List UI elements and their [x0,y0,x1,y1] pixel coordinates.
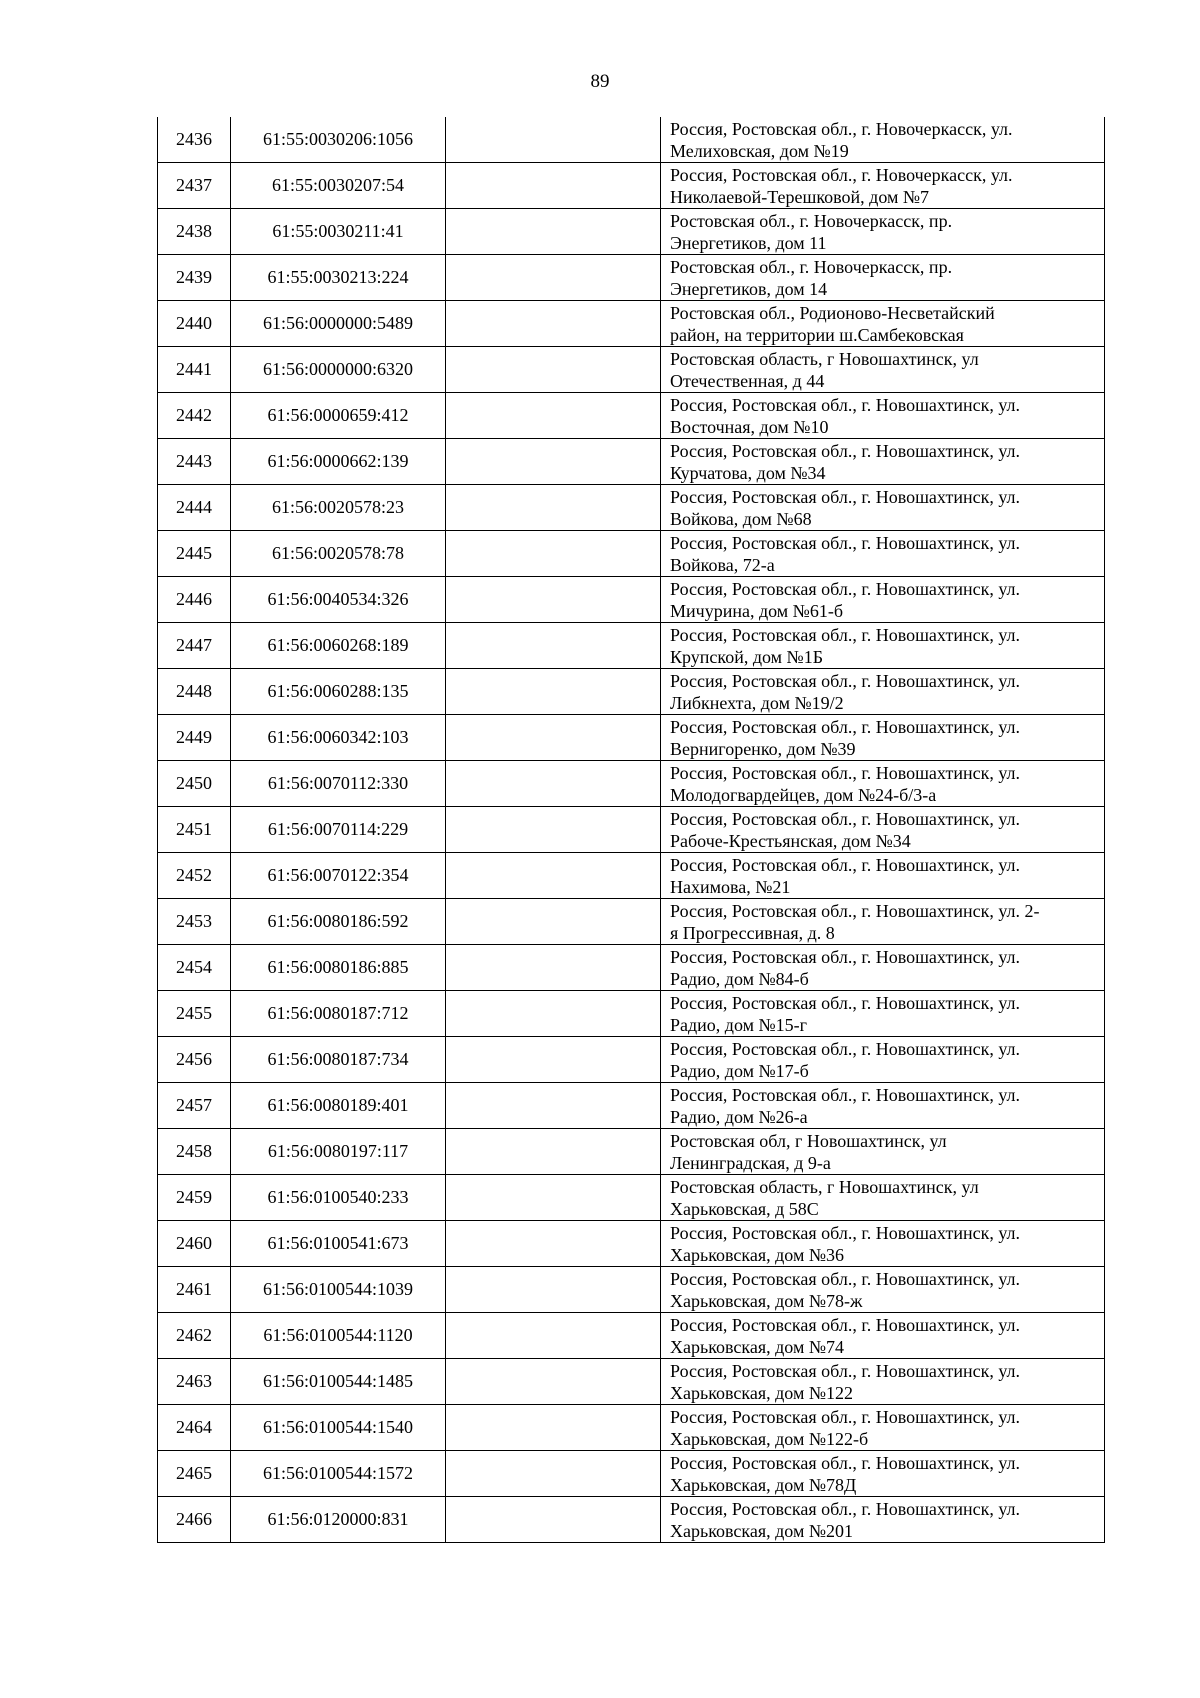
address-line-2: Либкнехта, дом №19/2 [670,693,844,713]
table-row [158,669,1105,715]
address-line-1: Ростовская обл., г. Новочеркасск, пр. [670,257,953,277]
cadastral-number-cell: 61:56:0080197:117 [231,1129,446,1175]
address-line-2: Радио, дом №84-б [670,969,809,989]
row-number-cell: 2442 [158,393,231,439]
address-line-2: Николаевой-Терешковой, дом №7 [670,187,930,207]
address-cell [661,761,1105,807]
row-number-cell: 2461 [158,1267,231,1313]
address-line-1: Россия, Ростовская обл., г. Новочеркасск, ул. [670,119,1013,139]
address-cell [661,1497,1105,1543]
table-row [158,255,1105,301]
table-row [158,347,1105,393]
address-line-2: Харьковская, дом №201 [670,1521,854,1541]
address-line-1: Россия, Ростовская обл., г. Новошахтинск, ул. [670,1499,1021,1519]
table-row [158,117,1105,163]
address-cell [661,393,1105,439]
cadastral-number-cell: 61:56:0100544:1540 [231,1405,446,1451]
address-line-1: Россия, Ростовская обл., г. Новошахтинск, ул. [670,1315,1021,1335]
address-line-1: Ростовская область, г Новошахтинск, ул [670,349,979,369]
table-row [158,1405,1105,1451]
row-number-cell: 2449 [158,715,231,761]
empty-cell [446,209,661,255]
address-line-1: Россия, Ростовская обл., г. Новошахтинск, ул. [670,579,1021,599]
row-number-cell: 2455 [158,991,231,1037]
address-line-1: Россия, Ростовская обл., г. Новочеркасск, ул. [670,165,1013,185]
table-row [158,1497,1105,1543]
page-number: 89 [590,71,610,92]
cadastral-number-cell: 61:56:0060268:189 [231,623,446,669]
address-line-1: Россия, Ростовская обл., г. Новошахтинск, ул. [670,395,1021,415]
address-cell [661,577,1105,623]
address-line-2: Харьковская, дом №36 [670,1245,845,1265]
empty-cell [446,117,661,163]
table-row [158,531,1105,577]
address-cell [661,1451,1105,1497]
address-line-2: Мелиховская, дом №19 [670,141,849,161]
address-cell [661,715,1105,761]
table-row [158,485,1105,531]
address-line-2: Харьковская, дом №78-ж [670,1291,863,1311]
address-line-2: Войкова, 72-а [670,555,775,575]
cadastral-number-cell: 61:56:0070114:229 [231,807,446,853]
row-number-cell: 2451 [158,807,231,853]
address-line-2: я Прогрессивная, д. 8 [670,923,835,943]
address-line-1: Россия, Ростовская обл., г. Новошахтинск, ул. [670,1223,1021,1243]
cadastral-number-cell: 61:56:0100544:1039 [231,1267,446,1313]
address-cell [661,853,1105,899]
address-line-2: Харьковская, дом №74 [670,1337,845,1357]
address-line-1: Россия, Ростовская обл., г. Новошахтинск, ул. [670,1361,1021,1381]
row-number-cell: 2462 [158,1313,231,1359]
row-number-cell: 2437 [158,163,231,209]
address-line-2: Харьковская, дом №78Д [670,1475,857,1495]
empty-cell [446,853,661,899]
address-cell [661,623,1105,669]
cadastral-number-cell: 61:56:0040534:326 [231,577,446,623]
table-row [158,301,1105,347]
address-line-1: Россия, Ростовская обл., г. Новошахтинск, ул. [670,533,1021,553]
address-cell [661,531,1105,577]
address-line-2: Вернигоренко, дом №39 [670,739,856,759]
address-line-2: Харьковская, дом №122 [670,1383,854,1403]
address-cell [661,301,1105,347]
cadastral-number-cell: 61:55:0030211:41 [231,209,446,255]
address-line-2: Ленинградская, д 9-а [670,1153,831,1173]
empty-cell [446,1037,661,1083]
empty-cell [446,1129,661,1175]
table-row [158,209,1105,255]
row-number-cell: 2463 [158,1359,231,1405]
table-row [158,991,1105,1037]
row-number-cell: 2459 [158,1175,231,1221]
cadastral-number-cell: 61:56:0080189:401 [231,1083,446,1129]
address-line-1: Россия, Ростовская обл., г. Новошахтинск, ул. [670,1039,1021,1059]
address-cell [661,1037,1105,1083]
empty-cell [446,991,661,1037]
address-line-2: район, на территории ш.Самбековская [670,325,964,345]
cadastral-number-cell: 61:55:0030207:54 [231,163,446,209]
address-cell [661,1267,1105,1313]
empty-cell [446,1313,661,1359]
address-line-2: Войкова, дом №68 [670,509,812,529]
empty-cell [446,255,661,301]
address-cell [661,485,1105,531]
address-line-2: Восточная, дом №10 [670,417,829,437]
cadastral-number-cell: 61:56:0020578:78 [231,531,446,577]
address-cell [661,669,1105,715]
address-line-1: Ростовская обл, г Новошахтинск, ул [670,1131,947,1151]
empty-cell [446,1497,661,1543]
cadastral-number-cell: 61:56:0080187:734 [231,1037,446,1083]
empty-cell [446,761,661,807]
empty-cell [446,669,661,715]
cadastral-number-cell: 61:56:0100544:1485 [231,1359,446,1405]
table-row [158,1221,1105,1267]
address-line-1: Россия, Ростовская обл., г. Новошахтинск, ул. 2- [670,901,1040,921]
cadastral-number-cell: 61:56:0020578:23 [231,485,446,531]
table-row [158,1267,1105,1313]
address-cell [661,117,1105,163]
row-number-cell: 2466 [158,1497,231,1543]
cadastral-number-cell: 61:56:0080187:712 [231,991,446,1037]
empty-cell [446,1221,661,1267]
address-line-2: Радио, дом №15-г [670,1015,808,1035]
cadastral-number-cell: 61:56:0070112:330 [231,761,446,807]
address-line-1: Россия, Ростовская обл., г. Новошахтинск, ул. [670,947,1021,967]
address-line-1: Россия, Ростовская обл., г. Новошахтинск, ул. [670,1453,1021,1473]
row-number-cell: 2464 [158,1405,231,1451]
address-line-2: Мичурина, дом №61-б [670,601,843,621]
address-line-1: Россия, Ростовская обл., г. Новошахтинск, ул. [670,717,1021,737]
empty-cell [446,577,661,623]
empty-cell [446,439,661,485]
row-number-cell: 2444 [158,485,231,531]
table-row [158,853,1105,899]
table-row [158,439,1105,485]
table-row [158,1313,1105,1359]
address-cell [661,945,1105,991]
table-row [158,1451,1105,1497]
empty-cell [446,1405,661,1451]
table-row [158,1175,1105,1221]
row-number-cell: 2441 [158,347,231,393]
cadastral-number-cell: 61:56:0000662:139 [231,439,446,485]
table-row [158,1037,1105,1083]
table-row [158,945,1105,991]
cadastral-number-cell: 61:56:0120000:831 [231,1497,446,1543]
row-number-cell: 2438 [158,209,231,255]
row-number-cell: 2439 [158,255,231,301]
empty-cell [446,1083,661,1129]
cadastral-number-cell: 61:56:0000659:412 [231,393,446,439]
address-cell [661,347,1105,393]
address-line-2: Крупской, дом №1Б [670,647,824,667]
table-row [158,1129,1105,1175]
empty-cell [446,945,661,991]
row-number-cell: 2456 [158,1037,231,1083]
table-row [158,761,1105,807]
row-number-cell: 2460 [158,1221,231,1267]
empty-cell [446,1267,661,1313]
table-body [158,117,1105,1543]
cadastral-number-cell: 61:56:0060342:103 [231,715,446,761]
address-line-2: Радио, дом №26-а [670,1107,808,1127]
row-number-cell: 2465 [158,1451,231,1497]
cadastral-number-cell: 61:56:0080186:592 [231,899,446,945]
empty-cell [446,899,661,945]
row-number-cell: 2445 [158,531,231,577]
address-line-1: Россия, Ростовская обл., г. Новошахтинск, ул. [670,1407,1021,1427]
cadastral-number-cell: 61:55:0030213:224 [231,255,446,301]
empty-cell [446,163,661,209]
address-line-2: Энергетиков, дом 14 [670,279,828,299]
table-row [158,715,1105,761]
cadastral-number-cell: 61:55:0030206:1056 [231,117,446,163]
address-line-2: Курчатова, дом №34 [670,463,826,483]
table-row [158,1359,1105,1405]
address-line-2: Нахимова, №21 [670,877,791,897]
address-line-2: Энергетиков, дом 11 [670,233,827,253]
table-row [158,623,1105,669]
empty-cell [446,715,661,761]
address-cell [661,1129,1105,1175]
cadastral-number-cell: 61:56:0060288:135 [231,669,446,715]
cadastral-number-cell: 61:56:0100541:673 [231,1221,446,1267]
row-number-cell: 2443 [158,439,231,485]
address-cell [661,807,1105,853]
address-cell [661,1221,1105,1267]
table-row [158,1083,1105,1129]
table-row [158,577,1105,623]
address-cell [661,1405,1105,1451]
address-line-1: Россия, Ростовская обл., г. Новошахтинск, ул. [670,993,1021,1013]
cadastral-number-cell: 61:56:0000000:5489 [231,301,446,347]
address-cell [661,899,1105,945]
address-line-2: Рабоче-Крестьянская, дом №34 [670,831,911,851]
empty-cell [446,1451,661,1497]
empty-cell [446,1175,661,1221]
row-number-cell: 2457 [158,1083,231,1129]
address-cell [661,991,1105,1037]
address-line-2: Отечественная, д 44 [670,371,825,391]
empty-cell [446,1359,661,1405]
property-table [157,117,1105,1543]
cadastral-number-cell: 61:56:0000000:6320 [231,347,446,393]
address-cell [661,1083,1105,1129]
cadastral-number-cell: 61:56:0080186:885 [231,945,446,991]
cadastral-number-cell: 61:56:0100540:233 [231,1175,446,1221]
address-cell [661,163,1105,209]
address-line-1: Россия, Ростовская обл., г. Новошахтинск, ул. [670,625,1021,645]
address-cell [661,255,1105,301]
address-line-1: Россия, Ростовская обл., г. Новошахтинск, ул. [670,1085,1021,1105]
cadastral-number-cell: 61:56:0100544:1572 [231,1451,446,1497]
row-number-cell: 2440 [158,301,231,347]
cadastral-number-cell: 61:56:0100544:1120 [231,1313,446,1359]
address-line-1: Россия, Ростовская обл., г. Новошахтинск, ул. [670,809,1021,829]
address-line-1: Россия, Ростовская обл., г. Новошахтинск, ул. [670,487,1021,507]
address-line-2: Радио, дом №17-б [670,1061,809,1081]
address-line-1: Ростовская область, г Новошахтинск, ул [670,1177,979,1197]
address-line-2: Харьковская, д 58С [670,1199,819,1219]
empty-cell [446,485,661,531]
address-cell [661,439,1105,485]
table-row [158,899,1105,945]
address-line-2: Харьковская, дом №122-б [670,1429,869,1449]
address-line-1: Россия, Ростовская обл., г. Новошахтинск, ул. [670,1269,1021,1289]
empty-cell [446,347,661,393]
row-number-cell: 2448 [158,669,231,715]
address-line-1: Россия, Ростовская обл., г. Новошахтинск, ул. [670,855,1021,875]
row-number-cell: 2446 [158,577,231,623]
table-row [158,393,1105,439]
address-line-1: Ростовская обл., г. Новочеркасск, пр. [670,211,953,231]
address-cell [661,209,1105,255]
row-number-cell: 2453 [158,899,231,945]
empty-cell [446,393,661,439]
address-line-1: Россия, Ростовская обл., г. Новошахтинск, ул. [670,671,1021,691]
address-line-1: Ростовская обл., Родионово-Несветайский [670,303,995,323]
row-number-cell: 2452 [158,853,231,899]
empty-cell [446,807,661,853]
address-line-1: Россия, Ростовская обл., г. Новошахтинск, ул. [670,763,1021,783]
table-row [158,807,1105,853]
table-row [158,163,1105,209]
row-number-cell: 2454 [158,945,231,991]
row-number-cell: 2436 [158,117,231,163]
address-line-1: Россия, Ростовская обл., г. Новошахтинск, ул. [670,441,1021,461]
empty-cell [446,623,661,669]
empty-cell [446,301,661,347]
row-number-cell: 2458 [158,1129,231,1175]
address-cell [661,1359,1105,1405]
address-cell [661,1175,1105,1221]
address-line-2: Молодогвардейцев, дом №24-б/3-а [670,785,937,805]
address-cell [661,1313,1105,1359]
cadastral-number-cell: 61:56:0070122:354 [231,853,446,899]
row-number-cell: 2447 [158,623,231,669]
row-number-cell: 2450 [158,761,231,807]
empty-cell [446,531,661,577]
